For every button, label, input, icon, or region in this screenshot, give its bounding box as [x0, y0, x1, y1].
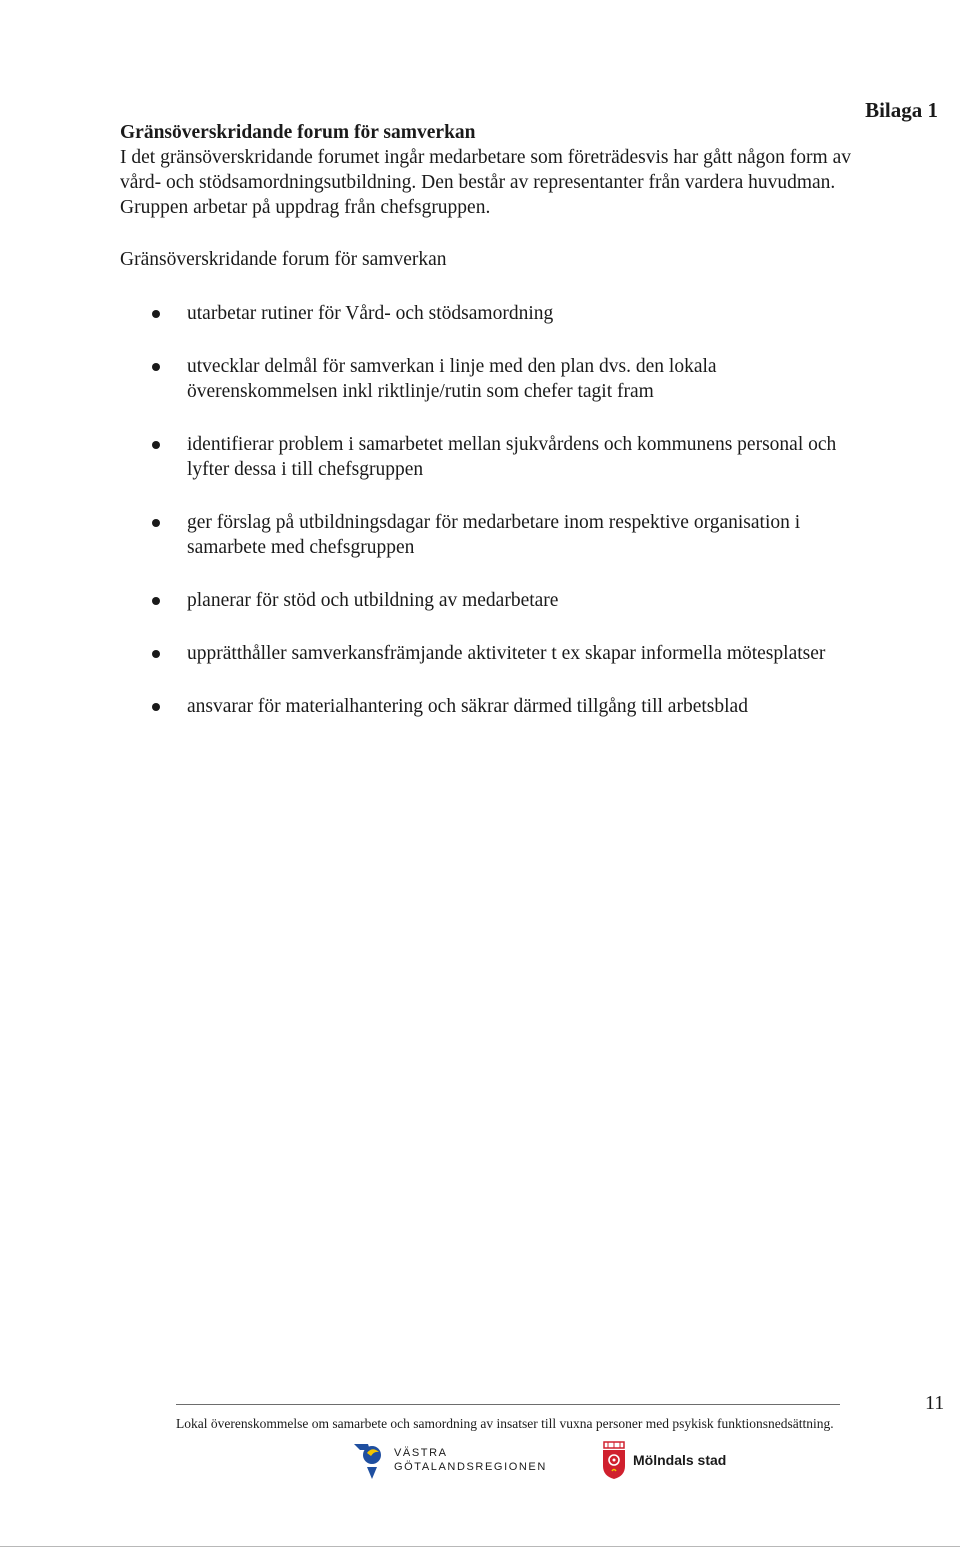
molndal-wordmark: Mölndals stad: [633, 1452, 727, 1468]
bullet-icon: [152, 597, 160, 605]
vgr-wordmark-line: VÄSTRA: [394, 1447, 448, 1459]
list-item-text: ger förslag på utbildningsdagar för medarbetare inom respektive organisation i: [187, 512, 801, 533]
list-heading: Gränsöverskridande forum för samverkan: [120, 249, 447, 270]
duties-list: [120, 301, 935, 719]
page-edge-line: [0, 1546, 960, 1547]
list-item-text: samarbete med chefsgruppen: [187, 537, 415, 558]
bullet-icon: [152, 519, 160, 527]
page-number: 11: [925, 1392, 945, 1414]
attachment-label: Bilaga 1: [865, 98, 938, 122]
intro-line: I det gränsöverskridande forumet ingår medarbetare som företrädesvis har gått någon form av: [120, 147, 851, 168]
list-item-text: utvecklar delmål för samverkan i linje med den plan dvs. den lokala: [187, 356, 717, 377]
vgr-emblem-icon: [352, 1440, 388, 1480]
list-item-text: identifierar problem i samarbetet mellan sjukvårdens och kommunens personal och: [187, 434, 837, 455]
list-item-text: planerar för stöd och utbildning av medarbetare: [187, 590, 559, 611]
molndals-stad-logo: [601, 1440, 726, 1480]
intro-paragraph: [120, 145, 935, 220]
list-item-text: upprätthåller samverkansfrämjande aktiviteter t ex skapar informella mötesplatser: [187, 643, 826, 664]
list-item: [120, 694, 947, 719]
bullet-icon: [152, 441, 160, 449]
list-item-text: lyfter dessa i till chefsgruppen: [187, 459, 424, 480]
vgr-wordmark: [394, 1446, 547, 1474]
molndal-shield-icon: [601, 1440, 627, 1480]
document-body: [120, 120, 935, 719]
list-item: [120, 510, 947, 560]
vgr-wordmark-line: GÖTALANDSREGIONEN: [394, 1461, 547, 1473]
bullet-icon: [152, 650, 160, 658]
list-item: [120, 301, 947, 326]
list-item: [120, 354, 947, 404]
list-item: [120, 588, 947, 613]
list-item-text: utarbetar rutiner för Vård- och stödsamordning: [187, 303, 554, 324]
bullet-icon: [152, 363, 160, 371]
footer-text: Lokal överenskommelse om samarbete och samordning av insatser till vuxna personer med psykisk funktionsnedsättning.: [176, 1416, 834, 1431]
intro-line: vård- och stödsamordningsutbildning. Den består av representanter från vardera huvudman.: [120, 172, 836, 193]
vastra-gotalandsregionen-logo: [352, 1440, 547, 1480]
footer-divider: [176, 1404, 840, 1405]
section-heading: Gränsöverskridande forum för samverkan: [120, 122, 476, 143]
intro-line: Gruppen arbetar på uppdrag från chefsgruppen.: [120, 197, 491, 218]
bullet-icon: [152, 310, 160, 318]
list-item: [120, 641, 947, 666]
list-item: [120, 432, 947, 482]
list-item-text: ansvarar för materialhantering och säkrar därmed tillgång till arbetsblad: [187, 696, 748, 717]
bullet-icon: [152, 703, 160, 711]
list-item-text: överenskommelsen inkl riktlinje/rutin som chefer tagit fram: [187, 381, 654, 402]
